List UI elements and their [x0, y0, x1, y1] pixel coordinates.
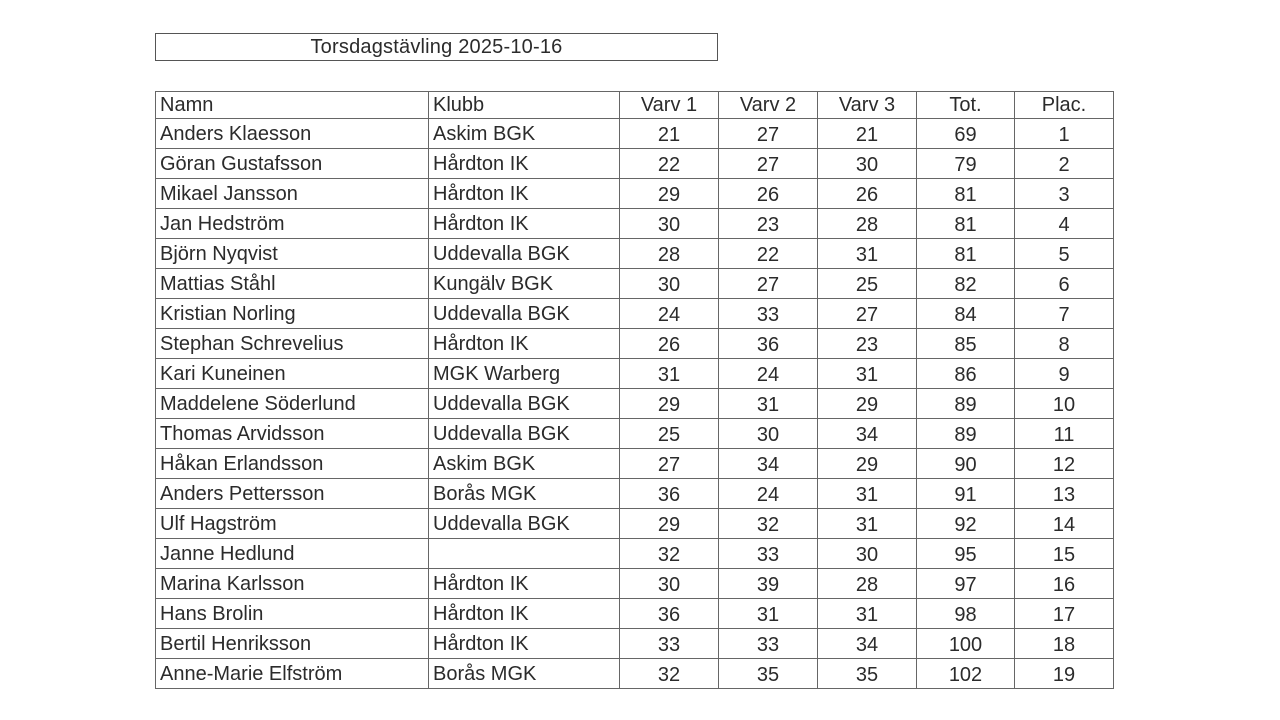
cell-place: 8 [1015, 329, 1114, 359]
cell-total: 69 [917, 119, 1015, 149]
cell-club: Askim BGK [429, 449, 620, 479]
cell-total: 98 [917, 599, 1015, 629]
cell-round-3: 23 [818, 329, 917, 359]
cell-place: 9 [1015, 359, 1114, 389]
cell-round-3: 30 [818, 539, 917, 569]
cell-round-2: 39 [719, 569, 818, 599]
header-club: Klubb [429, 92, 620, 119]
cell-round-1: 32 [620, 539, 719, 569]
table-row [156, 299, 1114, 329]
cell-name: Thomas Arvidsson [156, 419, 429, 449]
cell-place: 4 [1015, 209, 1114, 239]
cell-club: MGK Warberg [429, 359, 620, 389]
table-row [156, 269, 1114, 299]
cell-club: Uddevalla BGK [429, 389, 620, 419]
cell-place: 3 [1015, 179, 1114, 209]
cell-club: Hårdton IK [429, 629, 620, 659]
cell-round-2: 34 [719, 449, 818, 479]
table-row [156, 629, 1114, 659]
table-row [156, 539, 1114, 569]
cell-total: 89 [917, 389, 1015, 419]
cell-place: 1 [1015, 119, 1114, 149]
cell-round-1: 30 [620, 209, 719, 239]
cell-round-1: 21 [620, 119, 719, 149]
cell-round-3: 34 [818, 629, 917, 659]
cell-round-3: 26 [818, 179, 917, 209]
cell-total: 84 [917, 299, 1015, 329]
cell-round-2: 24 [719, 479, 818, 509]
header-round-3: Varv 3 [818, 92, 917, 119]
cell-total: 95 [917, 539, 1015, 569]
header-row [156, 92, 1114, 119]
cell-round-3: 35 [818, 659, 917, 689]
cell-total: 102 [917, 659, 1015, 689]
cell-place: 15 [1015, 539, 1114, 569]
cell-name: Göran Gustafsson [156, 149, 429, 179]
cell-name: Mikael Jansson [156, 179, 429, 209]
cell-round-2: 23 [719, 209, 818, 239]
cell-club [429, 539, 620, 569]
table-row [156, 179, 1114, 209]
cell-total: 90 [917, 449, 1015, 479]
cell-name: Anders Klaesson [156, 119, 429, 149]
cell-total: 82 [917, 269, 1015, 299]
cell-round-1: 33 [620, 629, 719, 659]
cell-place: 2 [1015, 149, 1114, 179]
cell-name: Anders Pettersson [156, 479, 429, 509]
cell-total: 92 [917, 509, 1015, 539]
table-row [156, 149, 1114, 179]
cell-total: 81 [917, 179, 1015, 209]
cell-name: Anne-Marie Elfström [156, 659, 429, 689]
cell-total: 91 [917, 479, 1015, 509]
cell-round-2: 36 [719, 329, 818, 359]
results-body [156, 119, 1114, 689]
cell-club: Uddevalla BGK [429, 299, 620, 329]
cell-round-1: 29 [620, 509, 719, 539]
cell-club: Borås MGK [429, 659, 620, 689]
cell-name: Jan Hedström [156, 209, 429, 239]
cell-place: 14 [1015, 509, 1114, 539]
cell-place: 6 [1015, 269, 1114, 299]
cell-round-1: 22 [620, 149, 719, 179]
cell-place: 5 [1015, 239, 1114, 269]
cell-round-3: 31 [818, 509, 917, 539]
cell-round-1: 30 [620, 269, 719, 299]
cell-round-3: 25 [818, 269, 917, 299]
cell-round-1: 36 [620, 599, 719, 629]
cell-name: Janne Hedlund [156, 539, 429, 569]
table-row [156, 329, 1114, 359]
cell-place: 12 [1015, 449, 1114, 479]
cell-name: Björn Nyqvist [156, 239, 429, 269]
table-row [156, 659, 1114, 689]
cell-club: Hårdton IK [429, 599, 620, 629]
table-row [156, 119, 1114, 149]
cell-round-3: 30 [818, 149, 917, 179]
cell-round-3: 34 [818, 419, 917, 449]
header-name: Namn [156, 92, 429, 119]
table-row [156, 509, 1114, 539]
cell-round-1: 27 [620, 449, 719, 479]
cell-round-1: 28 [620, 239, 719, 269]
cell-round-2: 22 [719, 239, 818, 269]
header-place: Plac. [1015, 92, 1114, 119]
cell-place: 7 [1015, 299, 1114, 329]
header-round-1: Varv 1 [620, 92, 719, 119]
cell-club: Uddevalla BGK [429, 239, 620, 269]
cell-total: 81 [917, 209, 1015, 239]
results-table [155, 91, 1114, 689]
cell-name: Kari Kuneinen [156, 359, 429, 389]
cell-round-2: 35 [719, 659, 818, 689]
cell-total: 89 [917, 419, 1015, 449]
title-text: Torsdagstävling 2025-10-16 [310, 35, 563, 58]
cell-round-2: 27 [719, 269, 818, 299]
cell-round-2: 24 [719, 359, 818, 389]
cell-round-1: 29 [620, 389, 719, 419]
cell-round-3: 31 [818, 479, 917, 509]
cell-place: 11 [1015, 419, 1114, 449]
cell-place: 16 [1015, 569, 1114, 599]
table-row [156, 479, 1114, 509]
cell-club: Hårdton IK [429, 149, 620, 179]
table-row [156, 599, 1114, 629]
cell-place: 10 [1015, 389, 1114, 419]
cell-round-1: 25 [620, 419, 719, 449]
cell-total: 97 [917, 569, 1015, 599]
cell-round-3: 31 [818, 599, 917, 629]
header-round-2: Varv 2 [719, 92, 818, 119]
cell-name: Mattias Ståhl [156, 269, 429, 299]
cell-club: Kungälv BGK [429, 269, 620, 299]
cell-round-2: 30 [719, 419, 818, 449]
cell-club: Hårdton IK [429, 179, 620, 209]
cell-club: Uddevalla BGK [429, 419, 620, 449]
header-total: Tot. [917, 92, 1015, 119]
cell-round-3: 29 [818, 389, 917, 419]
cell-round-3: 29 [818, 449, 917, 479]
cell-round-1: 26 [620, 329, 719, 359]
cell-round-2: 33 [719, 629, 818, 659]
table-row [156, 419, 1114, 449]
cell-round-1: 36 [620, 479, 719, 509]
cell-round-3: 21 [818, 119, 917, 149]
table-row [156, 389, 1114, 419]
cell-round-1: 31 [620, 359, 719, 389]
cell-round-2: 32 [719, 509, 818, 539]
cell-place: 18 [1015, 629, 1114, 659]
cell-club: Borås MGK [429, 479, 620, 509]
cell-round-1: 29 [620, 179, 719, 209]
cell-club: Askim BGK [429, 119, 620, 149]
table-row [156, 359, 1114, 389]
cell-place: 13 [1015, 479, 1114, 509]
cell-club: Hårdton IK [429, 329, 620, 359]
cell-place: 19 [1015, 659, 1114, 689]
table-row [156, 209, 1114, 239]
cell-total: 100 [917, 629, 1015, 659]
cell-club: Hårdton IK [429, 209, 620, 239]
cell-name: Ulf Hagström [156, 509, 429, 539]
cell-round-2: 31 [719, 389, 818, 419]
cell-round-2: 27 [719, 119, 818, 149]
cell-round-2: 33 [719, 299, 818, 329]
cell-name: Stephan Schrevelius [156, 329, 429, 359]
cell-name: Maddelene Söderlund [156, 389, 429, 419]
cell-round-2: 33 [719, 539, 818, 569]
cell-round-3: 28 [818, 209, 917, 239]
cell-club: Uddevalla BGK [429, 509, 620, 539]
cell-round-1: 32 [620, 659, 719, 689]
cell-total: 79 [917, 149, 1015, 179]
cell-club: Hårdton IK [429, 569, 620, 599]
cell-total: 85 [917, 329, 1015, 359]
cell-total: 86 [917, 359, 1015, 389]
cell-round-3: 27 [818, 299, 917, 329]
cell-round-1: 24 [620, 299, 719, 329]
cell-name: Bertil Henriksson [156, 629, 429, 659]
cell-name: Kristian Norling [156, 299, 429, 329]
cell-name: Hans Brolin [156, 599, 429, 629]
cell-round-3: 31 [818, 239, 917, 269]
cell-round-1: 30 [620, 569, 719, 599]
cell-round-3: 28 [818, 569, 917, 599]
cell-round-2: 31 [719, 599, 818, 629]
table-row [156, 239, 1114, 269]
cell-name: Håkan Erlandsson [156, 449, 429, 479]
cell-round-3: 31 [818, 359, 917, 389]
cell-round-2: 27 [719, 149, 818, 179]
cell-place: 17 [1015, 599, 1114, 629]
cell-name: Marina Karlsson [156, 569, 429, 599]
cell-round-2: 26 [719, 179, 818, 209]
table-row [156, 569, 1114, 599]
table-row [156, 449, 1114, 479]
page-title [155, 33, 718, 61]
cell-total: 81 [917, 239, 1015, 269]
